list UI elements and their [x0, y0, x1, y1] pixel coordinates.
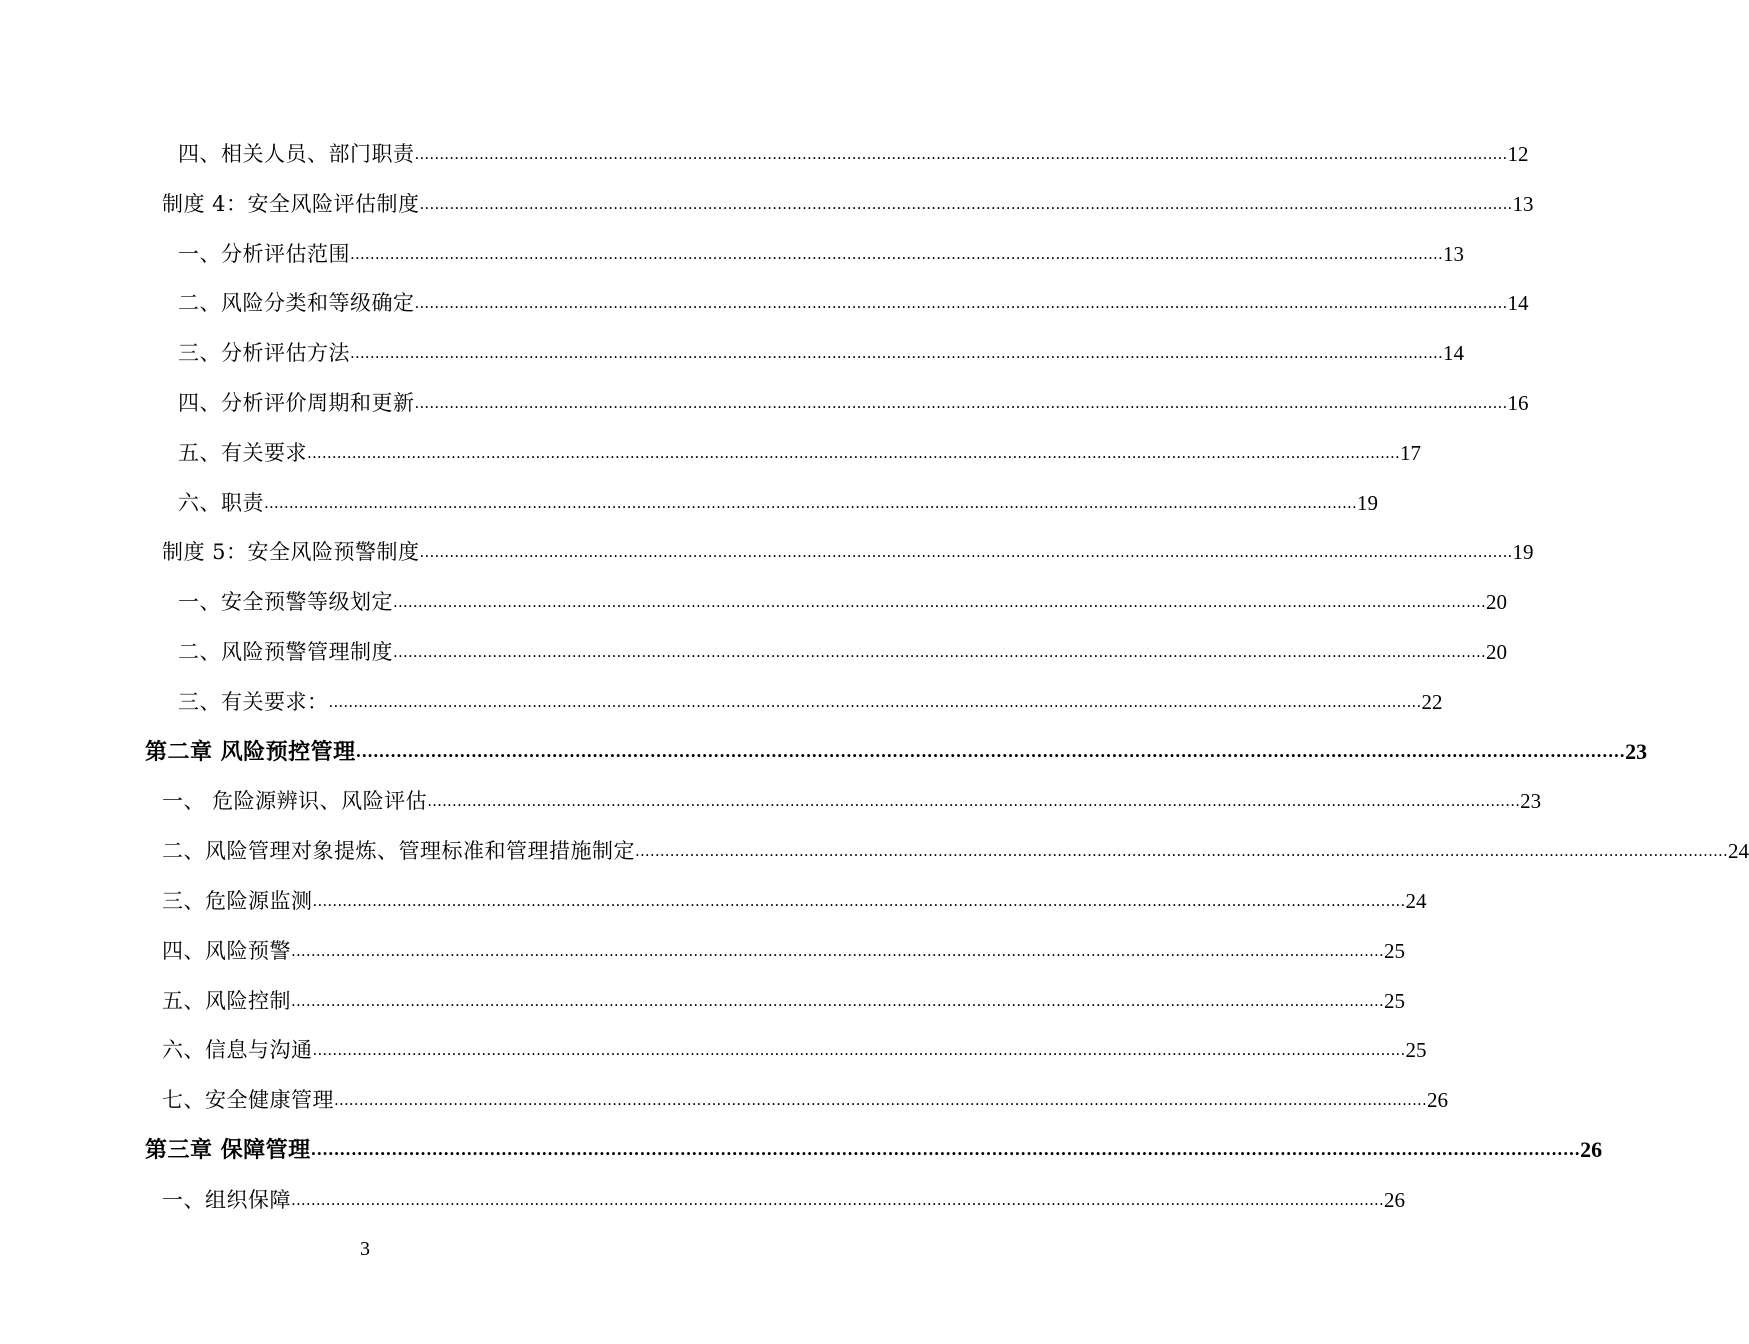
toc-page-number: 25 — [1383, 988, 1405, 1013]
toc-page-number: 23 — [1520, 789, 1542, 814]
toc-entry-title: 一、 危险源辨识、风险评估 — [162, 789, 428, 814]
toc-entry-title: 四、相关人员、部门职责 — [178, 142, 415, 166]
toc-page-number: 13 — [1442, 241, 1464, 266]
toc-page-number: 14 — [1442, 341, 1464, 366]
toc-page-number: 14 — [1507, 291, 1529, 316]
toc-dot-leader: ............................................................................................................................................................................................................................ — [350, 244, 1443, 263]
toc-entry[interactable] — [162, 975, 1405, 1015]
toc-entry-title: 制度 5：安全风险预警制度 — [162, 540, 420, 565]
toc-entry-title: 六、信息与沟通 — [162, 1038, 313, 1063]
toc-dot-leader: ............................................................................................................................................................................................................................ — [264, 493, 1357, 512]
toc-dot-leader: ............................................................................................................................................................................................................................ — [635, 842, 1728, 861]
toc-entry[interactable] — [162, 875, 1427, 915]
toc-page-number: 12 — [1507, 142, 1529, 166]
toc-entry-title: 一、安全预警等级划定 — [178, 590, 393, 615]
toc-entry[interactable] — [178, 676, 1443, 716]
toc-dot-leader: ............................................................................................................................................................................................................................ — [307, 443, 1400, 462]
toc-entry-title: 三、有关要求： — [178, 689, 329, 714]
toc-entry-title: 二、风险预警管理制度 — [178, 640, 393, 664]
toc-page-number: 19 — [1512, 540, 1534, 565]
toc-entry-title: 制度 4：安全风险评估制度 — [162, 191, 420, 216]
toc-entry[interactable] — [162, 1174, 1405, 1214]
toc-page-number: 17 — [1399, 440, 1421, 465]
toc-dot-leader: ............................................................................................................................................................................................................................ — [291, 941, 1384, 960]
toc-entry-title: 二、风险管理对象提炼、管理标准和管理措施制定 — [162, 839, 635, 864]
toc-dot-leader: ............................................................................................................................................................................................................................ — [355, 741, 1626, 761]
toc-dot-leader: ............................................................................................................................................................................................................................ — [328, 692, 1422, 711]
toc-dot-leader: ............................................................................................................................................................................................................................ — [419, 543, 1513, 562]
toc-dot-leader: ............................................................................................................................................................................................................................ — [334, 1091, 1427, 1110]
toc-dot-leader: ............................................................................................................................................................................................................................ — [291, 1190, 1384, 1209]
toc-page-number: 25 — [1405, 1038, 1427, 1063]
toc-entry[interactable] — [178, 228, 1464, 268]
toc-entry-title: 五、风险控制 — [162, 988, 291, 1013]
toc-entry[interactable] — [178, 576, 1507, 616]
toc-entry[interactable] — [162, 1024, 1427, 1064]
toc-entry-title: 一、分析评估范围 — [178, 241, 350, 266]
toc-page-number: 19 — [1356, 490, 1378, 515]
toc-entry-title: 五、有关要求 — [178, 440, 307, 465]
toc-entry[interactable] — [178, 327, 1464, 367]
toc-page-number: 26 — [1580, 1137, 1603, 1162]
toc-entry[interactable] — [178, 128, 1529, 168]
toc-page-number: 20 — [1485, 640, 1507, 664]
toc-entry[interactable] — [162, 925, 1405, 965]
toc-dot-leader: ............................................................................................................................................................................................................................ — [291, 991, 1384, 1010]
toc-entry-title: 第二章 风险预控管理 — [145, 738, 356, 765]
toc-entry-title: 四、风险预警 — [162, 938, 291, 963]
toc-entry-title: 一、组织保障 — [162, 1187, 291, 1212]
toc-page-number: 13 — [1512, 191, 1534, 216]
toc-entry[interactable] — [162, 526, 1534, 566]
toc-entry-title: 六、职责 — [178, 490, 264, 515]
toc-entry[interactable] — [178, 377, 1529, 417]
toc-page-number: 25 — [1383, 938, 1405, 963]
toc-chapter-entry[interactable] — [145, 726, 1648, 766]
toc-entry-title: 三、分析评估方法 — [178, 341, 350, 366]
toc-entry[interactable] — [178, 477, 1378, 517]
toc-entry-title: 二、风险分类和等级确定 — [178, 291, 415, 316]
toc-dot-leader: ............................................................................................................................................................................................................................ — [393, 593, 1486, 612]
toc-entry-title: 第三章 保障管理 — [145, 1137, 311, 1163]
toc-page-number: 16 — [1507, 391, 1529, 415]
toc-chapter-entry[interactable] — [145, 1124, 1603, 1164]
page-number: 3 — [360, 1238, 370, 1260]
toc-dot-leader: ............................................................................................................................................................................................................................ — [393, 643, 1486, 661]
toc-dot-leader: ............................................................................................................................................................................................................................ — [427, 792, 1521, 811]
toc-entry[interactable] — [162, 1074, 1448, 1114]
toc-dot-leader: ............................................................................................................................................................................................................................ — [414, 294, 1508, 313]
toc-entry-title: 三、危险源监测 — [162, 889, 313, 913]
toc-dot-leader: ............................................................................................................................................................................................................................ — [312, 1041, 1406, 1060]
toc-entry[interactable] — [162, 825, 1749, 865]
toc-page-number: 24 — [1727, 839, 1749, 864]
toc-dot-leader: ............................................................................................................................................................................................................................ — [419, 194, 1513, 213]
toc-entry-title: 七、安全健康管理 — [162, 1088, 334, 1113]
toc-dot-leader: ............................................................................................................................................................................................................................ — [414, 145, 1508, 163]
toc-page-number: 26 — [1426, 1088, 1448, 1113]
toc-entry[interactable] — [178, 277, 1529, 317]
toc-page-number: 22 — [1421, 689, 1443, 714]
toc-dot-leader: ............................................................................................................................................................................................................................ — [312, 892, 1406, 910]
toc-entry-title: 四、分析评价周期和更新 — [178, 391, 415, 415]
toc-dot-leader: ............................................................................................................................................................................................................................ — [310, 1140, 1581, 1159]
toc-dot-leader: ............................................................................................................................................................................................................................ — [350, 344, 1443, 363]
toc-page-number: 23 — [1625, 738, 1648, 764]
toc-page-number: 26 — [1383, 1187, 1405, 1212]
toc-entry[interactable] — [178, 626, 1507, 666]
toc-page-number: 20 — [1485, 590, 1507, 615]
toc-entry[interactable] — [162, 178, 1534, 218]
toc-page-number: 24 — [1405, 889, 1427, 913]
toc-entry[interactable] — [162, 775, 1542, 815]
toc-dot-leader: ............................................................................................................................................................................................................................ — [414, 394, 1508, 412]
toc-entry[interactable] — [178, 427, 1421, 467]
